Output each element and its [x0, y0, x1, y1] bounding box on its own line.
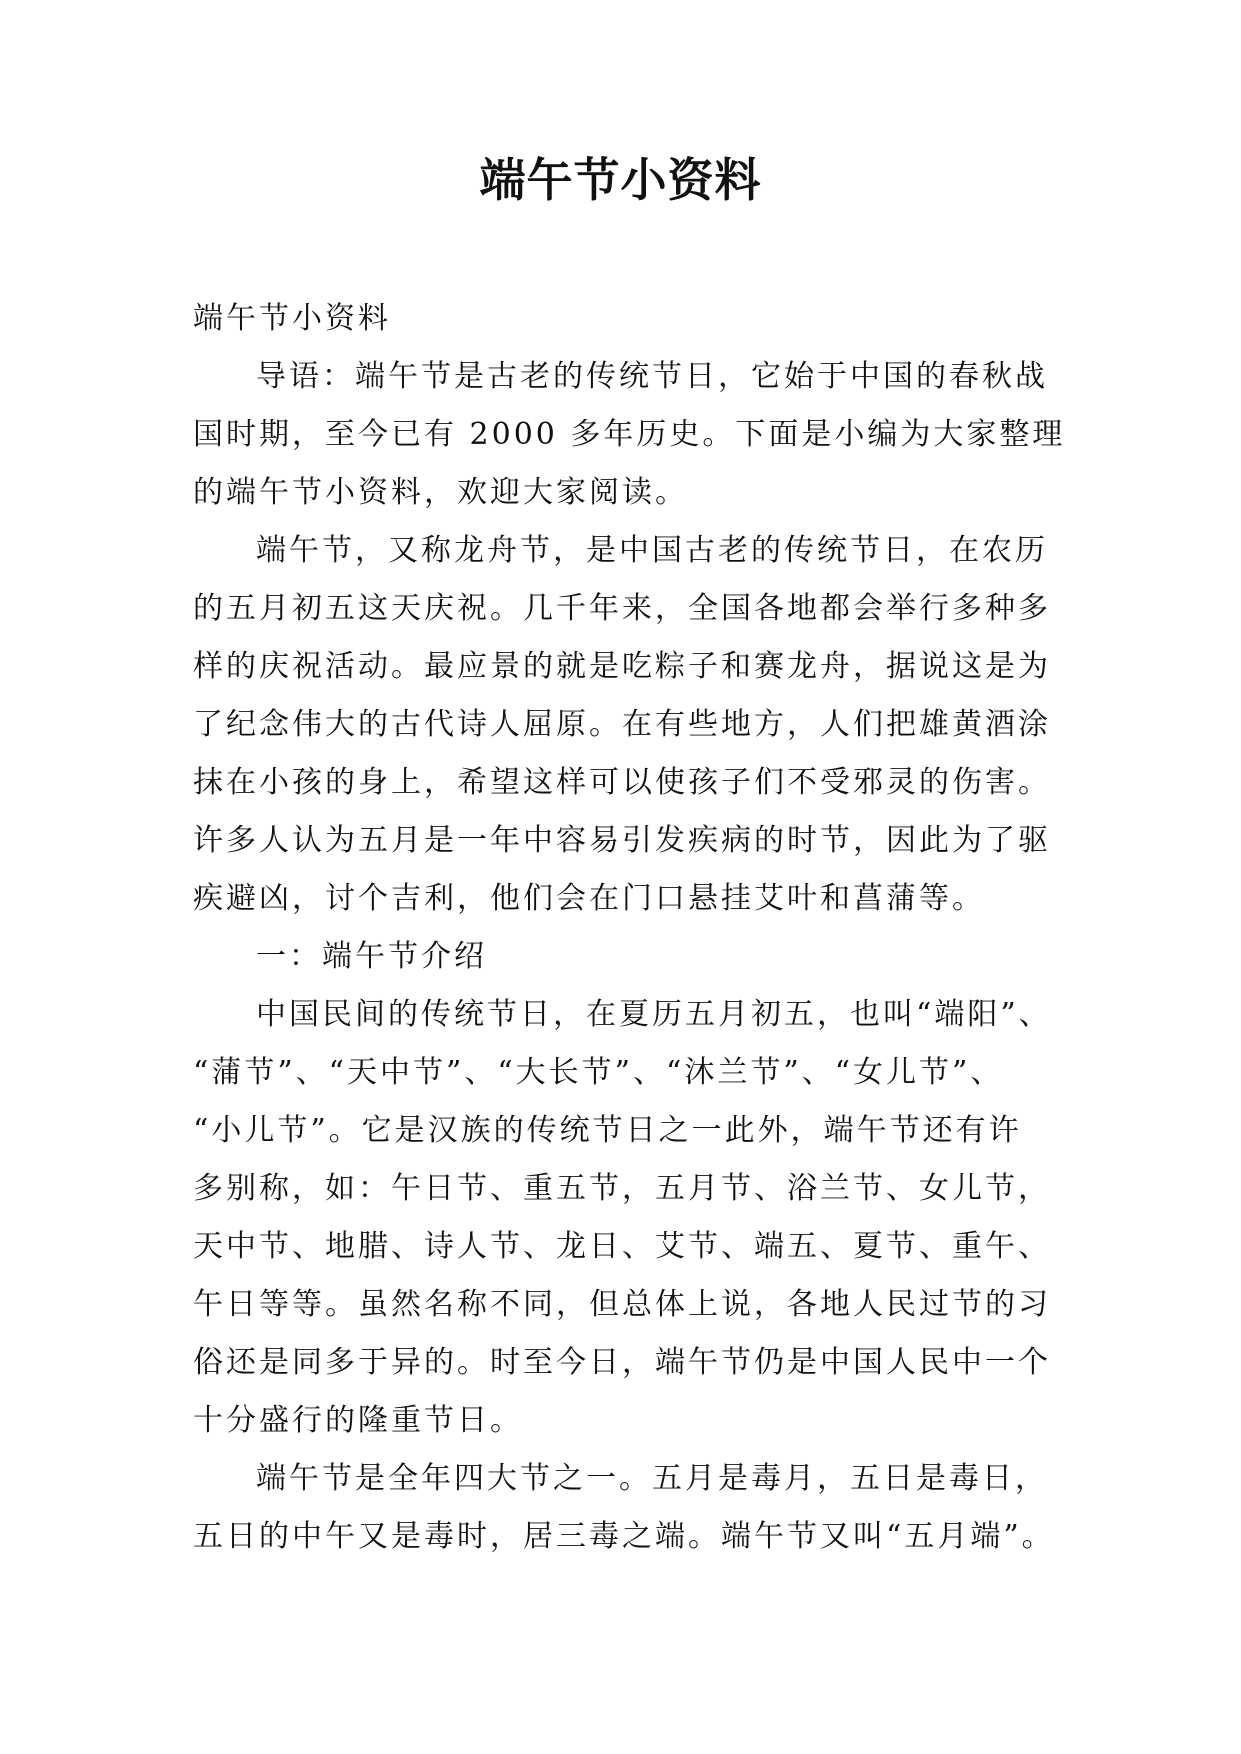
- text-line: 了纪念伟大的古代诗人屈原。在有些地方，人们把雄黄酒涂: [193, 707, 1051, 742]
- text-line: “小儿节”。它是汉族的传统节日之一此外，端午节还有许: [193, 1113, 1022, 1148]
- text-line: 俗还是同多于异的。时至今日，端午节仍是中国人民中一个: [193, 1345, 1051, 1380]
- text-line: 端午节，又称龙舟节，是中国古老的传统节日，在农历: [256, 533, 1048, 568]
- text-line: 导语：端午节是古老的传统节日，它始于中国的春秋战: [256, 359, 1048, 394]
- text-line: 疾避凶，讨个吉利，他们会在门口悬挂艾叶和菖蒲等。: [193, 881, 985, 916]
- text-line: 中国民间的传统节日，在夏历五月初五，也叫“端阳”、: [256, 997, 1052, 1032]
- text-line: 的端午节小资料，欢迎大家阅读。: [193, 475, 688, 510]
- text-line: 抹在小孩的身上，希望这样可以使孩子们不受邪灵的伤害。: [193, 765, 1051, 800]
- section-heading: 一：端午节介绍: [256, 939, 487, 974]
- text-line: 国时期，至今已有 2000 多年历史。下面是小编为大家整理: [193, 417, 1066, 452]
- text-line: 样的庆祝活动。最应景的就是吃粽子和赛龙舟，据说这是为: [193, 649, 1051, 684]
- text-line: 端午节小资料: [193, 301, 391, 336]
- text-line: 十分盛行的隆重节日。: [193, 1403, 523, 1438]
- text-line: 的五月初五这天庆祝。几千年来，全国各地都会举行多种多: [193, 591, 1051, 626]
- text-line: “蒲节”、“天中节”、“大长节”、“沐兰节”、“女儿节”、: [193, 1055, 1004, 1090]
- text-line: 许多人认为五月是一年中容易引发疾病的时节，因此为了驱: [193, 823, 1051, 858]
- text-line: 午日等等。虽然名称不同，但总体上说，各地人民过节的习: [193, 1287, 1051, 1322]
- document-title: 端午节小资料: [479, 153, 762, 207]
- text-line: 端午节是全年四大节之一。五月是毒月，五日是毒日，: [256, 1461, 1048, 1496]
- text-line: 五日的中午又是毒时，居三毒之端。端午节又叫“五月端”。: [193, 1519, 1055, 1554]
- text-line: 多别称，如：午日节、重五节，五月节、浴兰节、女儿节，: [193, 1171, 1051, 1206]
- text-line: 天中节、地腊、诗人节、龙日、艾节、端五、夏节、重午、: [193, 1229, 1051, 1264]
- document-body: [193, 290, 1073, 1566]
